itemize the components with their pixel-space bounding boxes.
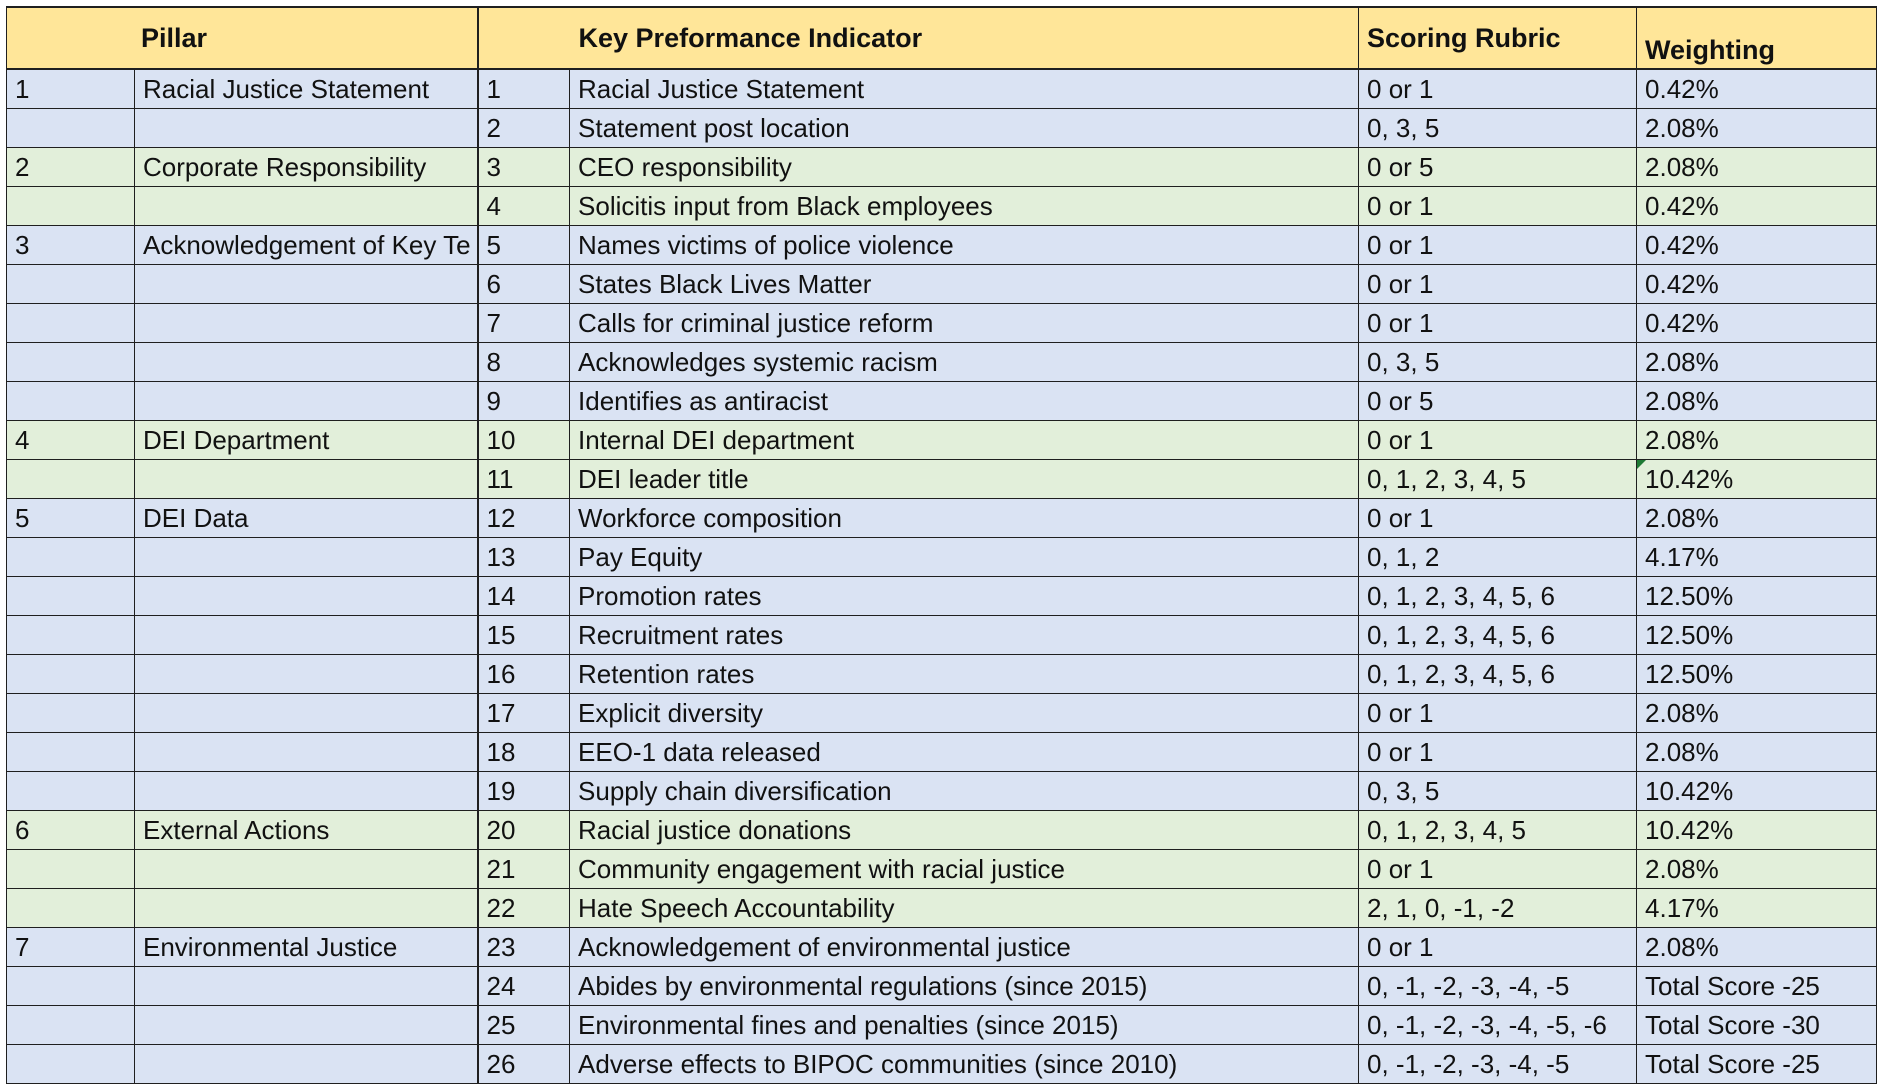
weighting-cell[interactable] (1637, 460, 1877, 499)
weighting-value: 0.42% (1645, 307, 1719, 338)
kpi-number-cell[interactable]: 8 (478, 343, 570, 382)
scoring-rubric-cell[interactable]: 0 or 1 (1359, 499, 1637, 538)
weighting-cell[interactable] (1637, 421, 1877, 460)
pillar-number-cell[interactable] (7, 967, 135, 1006)
table-row (7, 538, 1877, 577)
weighting-cell[interactable] (1637, 187, 1877, 226)
kpi-name-cell[interactable]: Abides by environmental regulations (since 2015) (570, 967, 1359, 1006)
pillar-name-cell[interactable] (135, 889, 478, 928)
weighting-cell[interactable] (1637, 499, 1877, 538)
kpi-name-cell[interactable]: Racial Justice Statement (570, 69, 1359, 109)
kpi-name-cell[interactable]: Racial justice donations (570, 811, 1359, 850)
scoring-rubric-cell[interactable]: 0 or 1 (1359, 733, 1637, 772)
scoring-rubric-cell[interactable]: 0, 1, 2, 3, 4, 5 (1359, 811, 1637, 850)
weighting-cell[interactable] (1637, 148, 1877, 187)
weighting-cell[interactable] (1637, 967, 1877, 1006)
weighting-cell[interactable] (1637, 928, 1877, 967)
kpi-name-cell[interactable]: Statement post location (570, 109, 1359, 148)
kpi-spreadsheet (6, 6, 1876, 1084)
weighting-value: Total Score -25 (1645, 1048, 1820, 1079)
weighting-value: 10.42% (1645, 463, 1734, 494)
kpi-number-cell[interactable]: 17 (478, 694, 570, 733)
pillar-name-cell[interactable] (135, 655, 478, 694)
kpi-name-cell[interactable]: Recruitment rates (570, 616, 1359, 655)
weighting-cell[interactable] (1637, 382, 1877, 421)
pillar-number-cell[interactable] (7, 1045, 135, 1084)
kpi-number-cell[interactable]: 16 (478, 655, 570, 694)
pillar-name-cell[interactable] (135, 577, 478, 616)
pillar-number-cell[interactable] (7, 304, 135, 343)
kpi-name-cell[interactable]: Retention rates (570, 655, 1359, 694)
weighting-value: 2.08% (1645, 931, 1719, 962)
weighting-value: 0.42% (1645, 229, 1719, 260)
pillar-number-cell[interactable] (7, 109, 135, 148)
pillar-name-cell[interactable] (135, 733, 478, 772)
pillar-number-cell[interactable] (7, 772, 135, 811)
pillar-name-cell[interactable] (135, 538, 478, 577)
pillar-number-cell[interactable] (7, 616, 135, 655)
kpi-number-cell[interactable]: 19 (478, 772, 570, 811)
scoring-rubric-cell[interactable]: 2, 1, 0, -1, -2 (1359, 889, 1637, 928)
table-row (7, 109, 1877, 148)
table-row (7, 850, 1877, 889)
kpi-number-cell[interactable]: 22 (478, 889, 570, 928)
weighting-cell[interactable] (1637, 811, 1877, 850)
kpi-number-cell[interactable]: 5 (478, 226, 570, 265)
kpi-number-cell[interactable]: 2 (478, 109, 570, 148)
kpi-name-cell[interactable]: Hate Speech Accountability (570, 889, 1359, 928)
pillar-name-cell[interactable]: External Actions (135, 811, 478, 850)
weighting-value: 10.42% (1645, 775, 1734, 806)
kpi-name-cell[interactable]: Pay Equity (570, 538, 1359, 577)
kpi-number-cell[interactable]: 14 (478, 577, 570, 616)
table-row (7, 226, 1877, 265)
weighting-cell[interactable] (1637, 694, 1877, 733)
weighting-value: Total Score -30 (1645, 1009, 1820, 1040)
pillar-number-cell[interactable] (7, 577, 135, 616)
table-row (7, 1006, 1877, 1045)
weighting-value: 2.08% (1645, 112, 1719, 143)
pillar-number-cell[interactable] (7, 187, 135, 226)
weighting-value: Total Score -25 (1645, 970, 1820, 1001)
comment-indicator-icon (1637, 460, 1646, 469)
kpi-number-cell[interactable]: 1 (478, 69, 570, 109)
table-row (7, 421, 1877, 460)
pillar-name-cell[interactable] (135, 187, 478, 226)
pillar-name-cell[interactable]: DEI Department (135, 421, 478, 460)
scoring-rubric-cell[interactable]: 0 or 1 (1359, 694, 1637, 733)
kpi-name-cell[interactable]: Acknowledgement of environmental justice (570, 928, 1359, 967)
weighting-value: 12.50% (1645, 658, 1734, 689)
kpi-name-cell[interactable]: DEI leader title (570, 460, 1359, 499)
kpi-name-cell[interactable]: Promotion rates (570, 577, 1359, 616)
pillar-number-cell[interactable] (7, 343, 135, 382)
pillar-name-cell[interactable]: Acknowledgement of Key Te (135, 226, 478, 265)
kpi-name-cell[interactable]: Explicit diversity (570, 694, 1359, 733)
pillar-name-cell[interactable] (135, 694, 478, 733)
scoring-rubric-cell[interactable]: 0 or 1 (1359, 850, 1637, 889)
scoring-rubric-cell[interactable]: 0, -1, -2, -3, -4, -5 (1359, 1045, 1637, 1084)
kpi-name-cell[interactable]: Community engagement with racial justice (570, 850, 1359, 889)
header-row (7, 7, 1877, 69)
pillar-name-cell[interactable]: Corporate Responsibility (135, 148, 478, 187)
pillar-number-cell[interactable]: 2 (7, 148, 135, 187)
table-row (7, 460, 1877, 499)
pillar-number-cell[interactable]: 7 (7, 928, 135, 967)
table-row (7, 148, 1877, 187)
kpi-number-cell[interactable]: 9 (478, 382, 570, 421)
table-row (7, 304, 1877, 343)
pillar-number-cell[interactable] (7, 538, 135, 577)
table-row (7, 694, 1877, 733)
table-row (7, 499, 1877, 538)
weighting-cell[interactable] (1637, 538, 1877, 577)
weighting-cell[interactable] (1637, 733, 1877, 772)
weighting-cell[interactable] (1637, 343, 1877, 382)
scoring-rubric-cell[interactable]: 0, 1, 2 (1359, 538, 1637, 577)
kpi-number-cell[interactable]: 23 (478, 928, 570, 967)
pillar-number-cell[interactable] (7, 889, 135, 928)
kpi-number-cell[interactable]: 6 (478, 265, 570, 304)
kpi-number-cell[interactable]: 15 (478, 616, 570, 655)
kpi-number-cell[interactable]: 11 (478, 460, 570, 499)
table-row (7, 69, 1877, 109)
kpi-name-cell[interactable]: Identifies as antiracist (570, 382, 1359, 421)
scoring-rubric-cell[interactable]: 0 or 1 (1359, 187, 1637, 226)
weighting-cell[interactable] (1637, 1045, 1877, 1084)
pillar-name-cell[interactable] (135, 772, 478, 811)
scoring-rubric-cell[interactable]: 0, -1, -2, -3, -4, -5 (1359, 967, 1637, 1006)
pillar-name-cell[interactable] (135, 343, 478, 382)
scoring-rubric-cell[interactable]: 0, 3, 5 (1359, 772, 1637, 811)
scoring-rubric-cell[interactable]: 0, 3, 5 (1359, 109, 1637, 148)
weighting-cell[interactable] (1637, 772, 1877, 811)
pillar-number-cell[interactable]: 3 (7, 226, 135, 265)
table-row (7, 382, 1877, 421)
scoring-rubric-cell[interactable]: 0 or 1 (1359, 928, 1637, 967)
kpi-number-cell[interactable]: 24 (478, 967, 570, 1006)
scoring-rubric-cell[interactable]: 0, 1, 2, 3, 4, 5, 6 (1359, 577, 1637, 616)
header-weighting[interactable]: Weighting (1637, 7, 1877, 69)
kpi-name-cell[interactable]: Adverse effects to BIPOC communities (since 2010) (570, 1045, 1359, 1084)
scoring-rubric-cell[interactable]: 0 or 5 (1359, 382, 1637, 421)
kpi-name-cell[interactable]: Supply chain diversification (570, 772, 1359, 811)
weighting-value: 12.50% (1645, 619, 1734, 650)
kpi-name-cell[interactable]: Internal DEI department (570, 421, 1359, 460)
weighting-value: 2.08% (1645, 424, 1719, 455)
kpi-table (6, 6, 1877, 1084)
kpi-name-cell[interactable]: Acknowledges systemic racism (570, 343, 1359, 382)
kpi-number-cell[interactable]: 10 (478, 421, 570, 460)
weighting-cell[interactable] (1637, 69, 1877, 109)
header-rubric[interactable]: Scoring Rubric (1359, 7, 1637, 69)
table-row (7, 772, 1877, 811)
kpi-number-cell[interactable]: 18 (478, 733, 570, 772)
scoring-rubric-cell[interactable]: 0 or 1 (1359, 226, 1637, 265)
kpi-number-cell[interactable]: 12 (478, 499, 570, 538)
kpi-name-cell[interactable]: Workforce composition (570, 499, 1359, 538)
weighting-value: 0.42% (1645, 190, 1719, 221)
table-row (7, 928, 1877, 967)
kpi-number-cell[interactable]: 7 (478, 304, 570, 343)
pillar-name-cell[interactable] (135, 460, 478, 499)
kpi-number-cell[interactable]: 26 (478, 1045, 570, 1084)
kpi-name-cell[interactable]: Environmental fines and penalties (since 2015) (570, 1006, 1359, 1045)
pillar-name-cell[interactable] (135, 382, 478, 421)
scoring-rubric-cell[interactable]: 0 or 1 (1359, 421, 1637, 460)
pillar-name-cell[interactable] (135, 109, 478, 148)
kpi-name-cell[interactable]: EEO-1 data released (570, 733, 1359, 772)
weighting-value: 4.17% (1645, 892, 1719, 923)
weighting-cell[interactable] (1637, 1006, 1877, 1045)
weighting-cell[interactable] (1637, 109, 1877, 148)
weighting-cell[interactable] (1637, 304, 1877, 343)
pillar-number-cell[interactable]: 5 (7, 499, 135, 538)
table-row (7, 187, 1877, 226)
kpi-name-cell[interactable]: Calls for criminal justice reform (570, 304, 1359, 343)
header-pillar[interactable]: Pillar (7, 7, 478, 69)
table-row (7, 343, 1877, 382)
weighting-cell[interactable] (1637, 655, 1877, 694)
weighting-cell[interactable] (1637, 577, 1877, 616)
kpi-number-cell[interactable]: 21 (478, 850, 570, 889)
pillar-number-cell[interactable]: 4 (7, 421, 135, 460)
scoring-rubric-cell[interactable]: 0, 1, 2, 3, 4, 5, 6 (1359, 616, 1637, 655)
table-row (7, 733, 1877, 772)
kpi-number-cell[interactable]: 3 (478, 148, 570, 187)
pillar-number-cell[interactable] (7, 655, 135, 694)
pillar-name-cell[interactable] (135, 850, 478, 889)
kpi-name-cell[interactable]: CEO responsibility (570, 148, 1359, 187)
weighting-value: 2.08% (1645, 853, 1719, 884)
kpi-name-cell[interactable]: States Black Lives Matter (570, 265, 1359, 304)
pillar-number-cell[interactable] (7, 733, 135, 772)
pillar-name-cell[interactable]: DEI Data (135, 499, 478, 538)
pillar-name-cell[interactable] (135, 1006, 478, 1045)
scoring-rubric-cell[interactable]: 0, 1, 2, 3, 4, 5 (1359, 460, 1637, 499)
weighting-cell[interactable] (1637, 889, 1877, 928)
pillar-number-cell[interactable] (7, 850, 135, 889)
scoring-rubric-cell[interactable]: 0, 1, 2, 3, 4, 5, 6 (1359, 655, 1637, 694)
weighting-value: 2.08% (1645, 346, 1719, 377)
kpi-name-cell[interactable]: Names victims of police violence (570, 226, 1359, 265)
scoring-rubric-cell[interactable]: 0 or 5 (1359, 148, 1637, 187)
weighting-value: 2.08% (1645, 697, 1719, 728)
pillar-name-cell[interactable] (135, 265, 478, 304)
weighting-value: 2.08% (1645, 736, 1719, 767)
weighting-cell[interactable] (1637, 616, 1877, 655)
pillar-number-cell[interactable] (7, 382, 135, 421)
kpi-number-cell[interactable]: 25 (478, 1006, 570, 1045)
pillar-name-cell[interactable] (135, 616, 478, 655)
kpi-number-cell[interactable]: 20 (478, 811, 570, 850)
pillar-number-cell[interactable]: 6 (7, 811, 135, 850)
header-kpi[interactable]: Key Preformance Indicator (478, 7, 1359, 69)
pillar-number-cell[interactable] (7, 1006, 135, 1045)
pillar-number-cell[interactable]: 1 (7, 69, 135, 109)
kpi-number-cell[interactable]: 4 (478, 187, 570, 226)
weighting-cell[interactable] (1637, 226, 1877, 265)
table-row (7, 1045, 1877, 1084)
scoring-rubric-cell[interactable]: 0, -1, -2, -3, -4, -5, -6 (1359, 1006, 1637, 1045)
pillar-number-cell[interactable] (7, 460, 135, 499)
table-row (7, 889, 1877, 928)
weighting-value: 4.17% (1645, 541, 1719, 572)
scoring-rubric-cell[interactable]: 0 or 1 (1359, 265, 1637, 304)
table-row (7, 577, 1877, 616)
table-row (7, 811, 1877, 850)
scoring-rubric-cell[interactable]: 0 or 1 (1359, 69, 1637, 109)
weighting-value: 10.42% (1645, 814, 1734, 845)
weighting-value: 2.08% (1645, 151, 1719, 182)
pillar-name-cell[interactable] (135, 304, 478, 343)
weighting-value: 0.42% (1645, 73, 1719, 104)
weighting-value: 2.08% (1645, 502, 1719, 533)
table-row (7, 616, 1877, 655)
scoring-rubric-cell[interactable]: 0, 3, 5 (1359, 343, 1637, 382)
pillar-number-cell[interactable] (7, 694, 135, 733)
kpi-name-cell[interactable]: Solicitis input from Black employees (570, 187, 1359, 226)
weighting-value: 12.50% (1645, 580, 1734, 611)
table-row (7, 967, 1877, 1006)
weighting-cell[interactable] (1637, 265, 1877, 304)
table-row (7, 655, 1877, 694)
pillar-name-cell[interactable]: Racial Justice Statement (135, 69, 478, 109)
table-row (7, 265, 1877, 304)
scoring-rubric-cell[interactable]: 0 or 1 (1359, 304, 1637, 343)
kpi-number-cell[interactable]: 13 (478, 538, 570, 577)
pillar-number-cell[interactable] (7, 265, 135, 304)
pillar-name-cell[interactable] (135, 967, 478, 1006)
pillar-name-cell[interactable] (135, 1045, 478, 1084)
weighting-value: 2.08% (1645, 385, 1719, 416)
weighting-cell[interactable] (1637, 850, 1877, 889)
pillar-name-cell[interactable]: Environmental Justice (135, 928, 478, 967)
weighting-value: 0.42% (1645, 268, 1719, 299)
